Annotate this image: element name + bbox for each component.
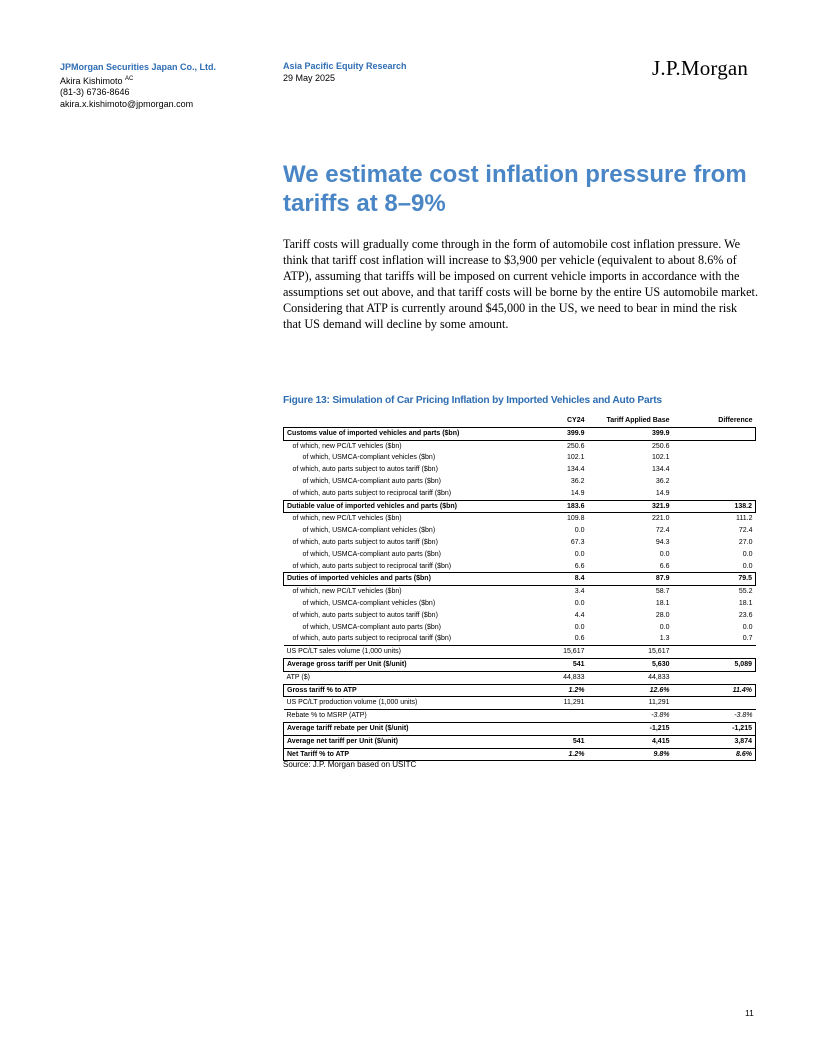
row-label: Net Tariff % to ATP [284, 748, 516, 761]
cell-base: 0.0 [659, 623, 670, 631]
analyst-phone: (81-3) 6736-8646 [60, 87, 130, 97]
row-label: of which, USMCA-compliant vehicles ($bn) [302, 454, 436, 462]
cell-cy24: 1.2% [516, 748, 588, 761]
cell-diff [673, 488, 756, 500]
row-label: US PC/LT production volume (1,000 units) [284, 697, 516, 710]
cell-base: 321.9 [588, 500, 673, 513]
cell-cy24: 183.6 [516, 500, 588, 513]
row-label: of which, auto parts subject to autos tariff ($bn) [292, 466, 438, 474]
figure-source: Source: J.P. Morgan based on USITC [283, 760, 417, 769]
cell-base: 94.3 [655, 538, 670, 546]
row-label: Rebate % to MSRP (ATP) [284, 710, 516, 723]
table-row [284, 633, 756, 645]
cell-cy24: 399.9 [516, 427, 588, 440]
cell-diff [673, 476, 756, 488]
cell-cy24: 541 [516, 735, 588, 748]
cell-base: 11,291 [588, 697, 673, 710]
cell-diff: 138.2 [673, 500, 756, 513]
cell-cy24: 102.1 [566, 454, 585, 462]
table-header-row [284, 415, 756, 427]
row-label: US PC/LT sales volume (1,000 units) [284, 646, 516, 659]
row-label: of which, new PC/LT vehicles ($bn) [292, 515, 402, 523]
analyst-name-text: Akira Kishimoto [60, 75, 123, 86]
table-row [284, 697, 756, 710]
cell-diff [673, 452, 756, 464]
figure-title: Figure 13: Simulation of Car Pricing Inflation by Imported Vehicles and Auto Parts [283, 395, 662, 406]
cell-cy24: 4.4 [574, 611, 585, 619]
cell-base: 14.9 [588, 488, 673, 500]
table-row [284, 684, 756, 697]
row-label: of which, auto parts subject to autos tariff ($bn) [292, 611, 438, 619]
table-row [284, 488, 756, 500]
page-number: 11 [745, 1008, 754, 1018]
cell-base: 44,833 [588, 671, 673, 684]
cell-cy24: 0.0 [574, 623, 585, 631]
cell-diff [673, 464, 756, 476]
cell-base: 1.3 [588, 633, 673, 645]
cell-base: 221.0 [651, 515, 670, 523]
cell-diff: 18.1 [738, 599, 753, 607]
cell-base: -1,215 [588, 722, 673, 735]
department: Asia Pacific Equity Research [283, 61, 407, 71]
table-row [284, 622, 756, 634]
row-label: of which, new PC/LT vehicles ($bn) [292, 442, 402, 450]
table-row [284, 646, 756, 659]
row-label: Gross tariff % to ATP [284, 684, 516, 697]
row-label: of which, auto parts subject to reciprocal tariff ($bn) [284, 488, 516, 500]
cell-cy24: 0.0 [574, 550, 585, 558]
table-row [284, 476, 756, 488]
cell-base: 87.9 [588, 573, 673, 586]
cell-base: 102.1 [651, 454, 670, 462]
cell-cy24 [516, 722, 588, 735]
cell-base: 5,630 [588, 658, 673, 671]
cell-diff: -3.8% [673, 710, 756, 723]
cell-diff: 0.0 [742, 623, 753, 631]
firm-name: JPMorgan Securities Japan Co., Ltd. [60, 62, 217, 72]
row-label: of which, USMCA-compliant auto parts ($bn) [302, 623, 441, 631]
body-paragraph: Tariff costs will gradually come through in the form of automobile cost inflation pressure. We think that tariff cost inflation will increase to $3,900 per vehicle (equivalent to about 8.6% of ATP), assuming that tariffs will be imposed on current vehicle imports in accordance with the assumptions set out above, and that tariff costs will be borne by the entire US automobile market. Considering that ATP is currently around $45,000 in the US, we need to bear in mind the risk that US demand will decline by some amount. [283, 237, 758, 331]
cell-cy24: 14.9 [516, 488, 588, 500]
table-row [284, 710, 756, 723]
cell-base: 6.6 [588, 561, 673, 573]
cell-base: 12.6% [588, 684, 673, 697]
cell-diff: 72.4 [738, 527, 753, 535]
section-title: We estimate cost inflation pressure from tariffs at 8–9% [283, 161, 747, 217]
table-row [284, 525, 756, 537]
cell-cy24: 67.3 [570, 538, 585, 546]
cell-cy24: 109.8 [566, 515, 585, 523]
cell-diff [673, 671, 756, 684]
table-row [284, 561, 756, 573]
table-row [284, 464, 756, 476]
cell-base: 36.2 [655, 477, 670, 485]
row-label: of which, auto parts subject to reciprocal tariff ($bn) [284, 561, 516, 573]
analyst-suffix: AC [125, 75, 134, 82]
row-label: of which, USMCA-compliant vehicles ($bn) [302, 599, 436, 607]
table-row [284, 598, 756, 610]
row-label: of which, USMCA-compliant auto parts ($bn) [302, 477, 441, 485]
cell-cy24: 8.4 [516, 573, 588, 586]
col-header-label [284, 415, 516, 427]
report-date: 29 May 2025 [283, 72, 336, 83]
cell-diff: 0.0 [742, 550, 753, 558]
cell-cy24: 541 [516, 658, 588, 671]
table-row [284, 722, 756, 735]
cell-cy24: 0.6 [516, 633, 588, 645]
cell-base: -3.8% [588, 710, 673, 723]
table-row [284, 549, 756, 561]
table-row [284, 513, 756, 525]
cell-base: 15,617 [588, 646, 673, 659]
table-row [284, 452, 756, 464]
table-row [284, 573, 756, 586]
cell-base: 0.0 [659, 550, 670, 558]
cell-diff: 23.6 [738, 611, 753, 619]
table-row [284, 671, 756, 684]
cell-diff: -1,215 [673, 722, 756, 735]
row-label: of which, new PC/LT vehicles ($bn) [292, 588, 402, 596]
cell-cy24: 15,617 [516, 646, 588, 659]
cell-cy24: 11,291 [516, 697, 588, 710]
cell-diff [673, 440, 756, 452]
report-info [283, 61, 407, 84]
cell-diff: 0.7 [673, 633, 756, 645]
cell-cy24: 44,833 [516, 671, 588, 684]
cell-diff: 3,874 [673, 735, 756, 748]
cell-cy24 [516, 710, 588, 723]
table-row [284, 658, 756, 671]
cell-cy24: 134.4 [566, 466, 585, 474]
cell-diff: 11.4% [673, 684, 756, 697]
col-header-base: Tariff Applied Base [588, 415, 673, 427]
row-label: Dutiable value of imported vehicles and parts ($bn) [284, 500, 516, 513]
row-label: Duties of imported vehicles and parts ($bn) [284, 573, 516, 586]
jpmorgan-logo: J.P.Morgan [652, 56, 749, 80]
cell-cy24: 0.0 [574, 599, 585, 607]
tariff-table-grid [283, 415, 756, 761]
cell-diff [673, 646, 756, 659]
cell-diff: 111.2 [736, 515, 753, 523]
row-label: of which, USMCA-compliant vehicles ($bn) [302, 527, 436, 535]
cell-base: 18.1 [655, 599, 670, 607]
cell-cy24: 1.2% [516, 684, 588, 697]
row-label: Average tariff rebate per Unit ($/unit) [284, 722, 516, 735]
cell-cy24: 3.4 [574, 588, 585, 596]
cell-diff [673, 697, 756, 710]
table-body [284, 427, 756, 761]
table-row [284, 748, 756, 761]
row-label: Average gross tariff per Unit ($/unit) [284, 658, 516, 671]
row-label: of which, auto parts subject to autos tariff ($bn) [292, 538, 438, 546]
table-row [284, 427, 756, 440]
cell-base: 4,415 [588, 735, 673, 748]
col-header-diff: Difference [673, 415, 756, 427]
cell-cy24: 250.6 [566, 442, 585, 450]
cell-base: 399.9 [588, 427, 673, 440]
cell-base: 250.6 [651, 442, 670, 450]
cell-diff [673, 427, 756, 440]
cell-cy24: 6.6 [516, 561, 588, 573]
row-label: of which, USMCA-compliant auto parts ($bn) [302, 550, 441, 558]
tariff-table [283, 415, 755, 761]
table-row [284, 735, 756, 748]
cell-diff: 79.5 [673, 573, 756, 586]
table-row [284, 537, 756, 549]
table-row [284, 440, 756, 452]
cell-base: 28.0 [655, 611, 670, 619]
cell-diff: 5,089 [673, 658, 756, 671]
row-label: of which, auto parts subject to reciprocal tariff ($bn) [284, 633, 516, 645]
cell-base: 58.7 [655, 588, 670, 596]
cell-diff: 8.6% [673, 748, 756, 761]
table-row [284, 586, 756, 598]
cell-base: 134.4 [651, 466, 670, 474]
cell-cy24: 0.0 [574, 527, 585, 535]
cell-diff: 55.2 [738, 588, 753, 596]
cell-diff: 27.0 [738, 538, 753, 546]
row-label: Customs value of imported vehicles and parts ($bn) [284, 427, 516, 440]
row-label: ATP ($) [284, 671, 516, 684]
table-row [284, 610, 756, 622]
table-row [284, 500, 756, 513]
cell-base: 9.8% [588, 748, 673, 761]
analyst-email[interactable]: akira.x.kishimoto@jpmorgan.com [60, 98, 194, 109]
row-label: Average net tariff per Unit ($/unit) [284, 735, 516, 748]
cell-diff: 0.0 [673, 561, 756, 573]
analyst-name [60, 74, 216, 88]
cell-cy24: 36.2 [570, 477, 585, 485]
cell-base: 72.4 [655, 527, 670, 535]
author-block [60, 62, 216, 110]
col-header-cy24: CY24 [516, 415, 588, 427]
